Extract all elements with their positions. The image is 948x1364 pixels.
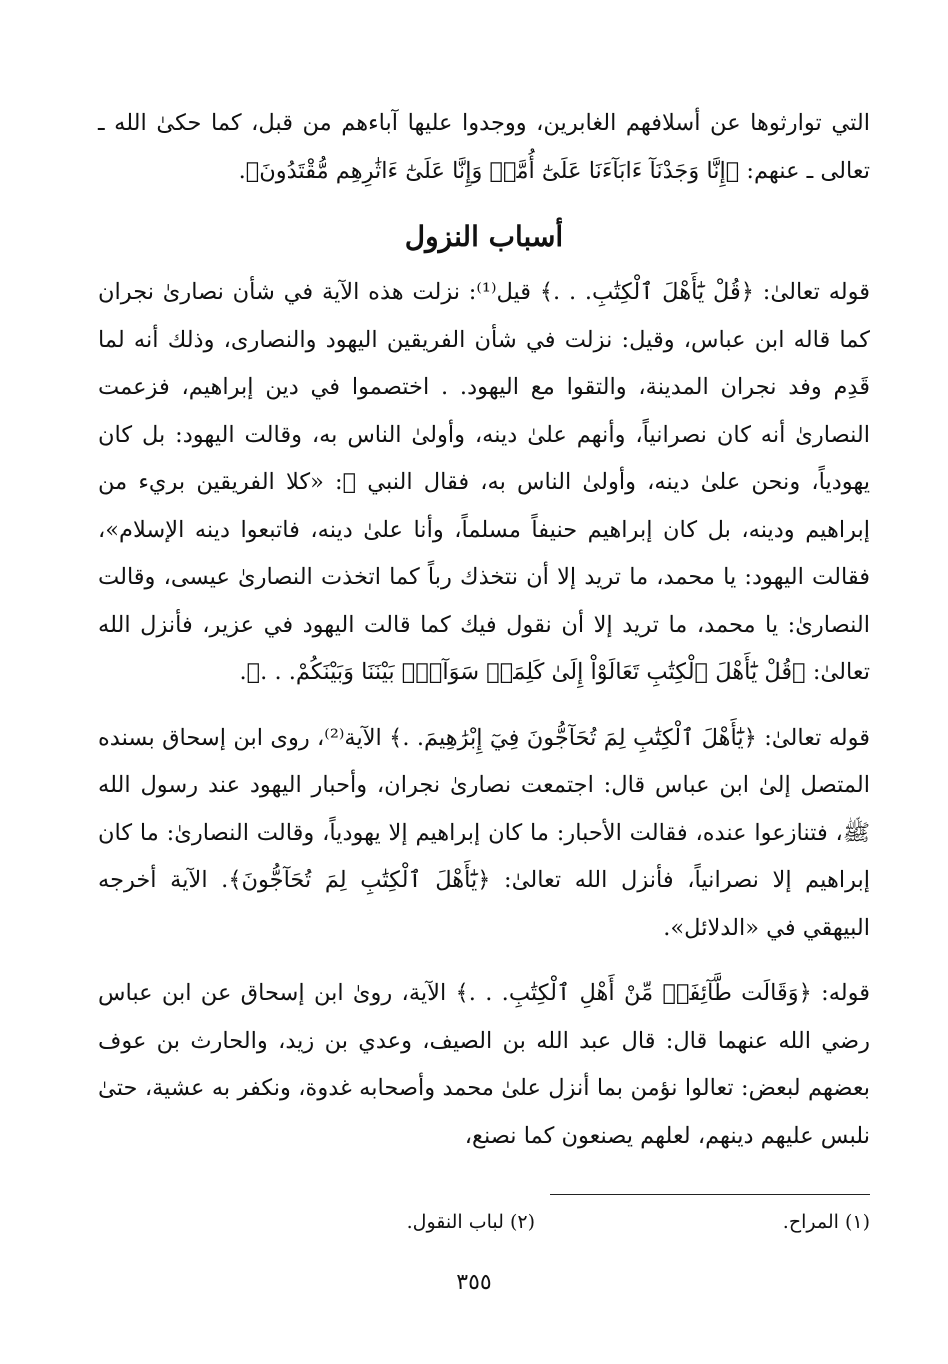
paragraph-gap [98, 697, 870, 715]
page-number: ٣٥٥ [456, 1270, 492, 1295]
footnote-2: (٢) لباب النقول. [406, 1211, 535, 1233]
intro-paragraph: التي توارثوها عن أسلافهم الغابرين، ووجدوا عليها آباءهم من قبل، كما حكىٰ الله ـ تعالى ـ عنهم: ﴿إِنَّا وَجَدْنَآ ءَابَآءَنَا عَلَىٰٓ أُمَّةٖ وَإِنَّا عَلَىٰٓ ءَاثَٰرِهِم مُّقْتَدُونَ﴾. [98, 110, 870, 184]
footnote-1: (١) المراح. [782, 1211, 870, 1233]
paragraph-3: قوله: ﴿وَقَالَت طَّآئِفَةٞ مِّنْ أَهْلِ ٱلْكِتَٰبِ. . .﴾ الآية، روىٰ ابن إسحاق عن ابن عباس رضي الله عنهما قال: قال عبد الله بن الصيف، وعدي بن زيد، والحارث بن عوف بعضهم لبعض: تعالوا نؤمن بما أنزل علىٰ محمد وأصحابه غدوة، ونكفر به عشية، حتىٰ نلبس عليهم دينهم، لعلهم يصنعون كما نصنع، [98, 980, 870, 1149]
paragraph-gap [98, 952, 870, 970]
footnote-divider [550, 1194, 870, 1195]
section-heading: أسباب النزول [404, 220, 564, 253]
paragraph-1: قوله تعالىٰ: ﴿قُلْ يَٰٓأَهْلَ ٱلْكِتَٰبِ. . .﴾ قيل⁽¹⁾: نزلت هذه الآية في شأن نصارىٰ نجران كما قاله ابن عباس، وقيل: نزلت في شأن الفريقين اليهود والنصارى، وذلك أنه لما قَدِم وفد نجران المدينة، والتقوا مع اليهود. . اختصموا في دين إبراهيم، فزعمت النصارىٰ أنه كان نصرانياً، وأنهم علىٰ دينه، وأولىٰ الناس به، وقالت اليهود: بل كان يهودياً، ونحن علىٰ دينه، وأولىٰ الناس به، فقال النبي ﷺ: «كلا الفريقين بريء من إبراهيم ودينه، بل كان إبراهيم حنيفاً مسلماً، وأنا علىٰ دينه، فاتبعوا دينه الإسلام»، فقالت اليهود: يا محمد، ما تريد إلا أن نتخذك رباً كما اتخذت النصارىٰ عيسى، وقالت النصارىٰ: يا محمد، ما تريد إلا أن نقول فيك كما قالت اليهود في عزير، فأنزل الله تعالىٰ: ﴿قُلْ يَٰٓأَهْلَ ٱلْكِتَٰبِ تَعَالَوْاْ إِلَىٰ كَلِمَةٖ سَوَآءِۭ بَيْنَنَا وَبَيْنَكُمْ. . .﴾. [98, 279, 870, 685]
paragraph-2: قوله تعالىٰ: ﴿يَٰٓأَهْلَ ٱلْكِتَٰبِ لِمَ تُحَآجُّونَ فِيٓ إِبْرَٰهِيمَ. .﴾ الآية⁽²⁾، روى ابن إسحاق بسنده المتصل إلىٰ ابن عباس قال: اجتمعت نصارىٰ نجران، وأحبار اليهود عند رسول الله ﷺ، فتنازعوا عنده، فقالت الأحبار: ما كان إبراهيم إلا يهودياً، وقالت النصارىٰ: ما كان إبراهيم إلا نصرانياً، فأنزل الله تعالىٰ: ﴿يَٰٓأَهْلَ ٱلْكِتَٰبِ لِمَ تُحَآجُّونَ﴾. الآية أخرجه البيهقي في «الدلائل». [98, 724, 870, 941]
footnotes [98, 1207, 870, 1237]
